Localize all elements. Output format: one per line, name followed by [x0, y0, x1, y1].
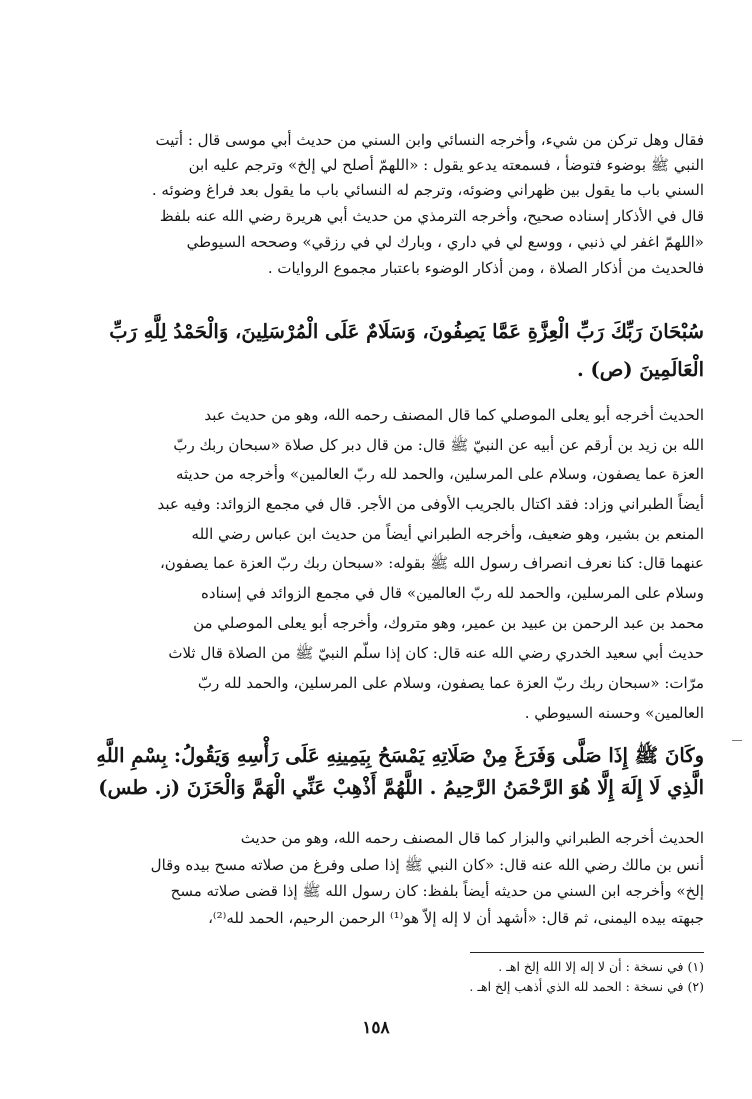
text-line: مرّات: «سبحان ربك ربّ العزة عما يصفون، وسلام على المرسلين، والحمد لله ربّ — [197, 674, 704, 692]
text-line: الحديث أخرجه الطبراني والبزار كما قال المصنف رحمه الله، وهو من حديث — [240, 829, 704, 847]
text-line: المنعم بن بشير، وهو ضعيف، وأخرجه الطبراني أيضاً من حديث ابن عباس رضي الله — [191, 525, 704, 543]
text-line: النبي ﷺ بوضوء فتوضأ ، فسمعته يدعو يقول : «اللهمّ أصلح لي إلخ» وترجم عليه ابن — [188, 156, 704, 174]
hadith-line: سُبْحَانَ رَبِّكَ رَبِّ الْعِزَّةِ عَمَّا يَصِفُونَ، وَسَلَامٌ عَلَى الْمُرْسَلِينَ، وَالْحَمْدُ لِلَّهِ رَبِّ — [109, 320, 704, 343]
text-line: أيضاً الطبراني وزاد: فقد اكتال بالجريب الأوفى من الأجر. قال في مجمع الزوائد: وفيه عبد — [157, 495, 704, 513]
text-line: السني باب ما يقول بين ظهراني وضوئه، وترجم له النسائي باب ما يقول بعد فراغ وضوئه . — [151, 181, 704, 199]
paragraph-1 — [60, 128, 704, 288]
hadith-line: الَّذِي لَا إِلَهَ إِلَّا هُوَ الرَّحْمَنُ الرَّحِيمُ . اللَّهُمَّ أَذْهِبْ عَنِّي الْهَمَّ وَالْحَزَنَ (ز. طس) — [98, 776, 704, 799]
paragraph-2 — [60, 403, 704, 733]
text-line: فقال وهل تركن من شيء، وأخرجه النسائي وابن السني من حديث أبي موسى قال : أتيت — [155, 131, 704, 149]
paragraph-3 — [60, 826, 704, 946]
text-line: الحديث أخرجه أبو يعلى الموصلي كما قال المصنف رحمه الله، وهو من حديث عبد — [204, 406, 704, 424]
text-line: أنس بن مالك رضي الله عنه قال: «كان النبي ﷺ إذا صلى وفرغ من صلاته مسح بيده وقال — [150, 856, 704, 874]
text-line: قال في الأذكار إسناده صحيح، وأخرجه الترمذي من حديث أبي هريرة رضي الله عنه بلفظ — [159, 207, 704, 225]
scan-mark — [732, 740, 742, 749]
text-line: العالمين» وحسنه السيوطي . — [524, 704, 704, 722]
hadith-line: وكَانَ ﷺ إِذَا صَلَّى وَفَرَغَ مِنْ صَلَاتِهِ يَمْسَحُ بِيَمِينِهِ عَلَى رَأْسِهِ وَيَقُولُ: بِسْمِ اللَّهِ — [96, 744, 704, 767]
hadith-text-2 — [60, 740, 704, 812]
text-line: محمد بن عبد الرحمن بن عبيد بن عمير، وهو متروك، وأخرجه أبو يعلى الموصلي من — [193, 614, 704, 632]
footnote: (١) في نسخة : أن لا إله إلا الله إلخ اهـ . — [498, 959, 704, 974]
text-line: العزة عما يصفون، وسلام على المرسلين، والحمد لله ربّ العالمين» وأخرجه من حديثه — [175, 465, 704, 483]
hadith-line: الْعَالَمِينَ (ص) . — [576, 358, 704, 381]
footnote: (٢) في نسخة : الحمد لله الذي أذهب إلخ اهـ . — [469, 979, 704, 994]
text-line: فالحديث من أذكار الصلاة ، ومن أذكار الوضوء باعتبار مجموع الروايات . — [267, 259, 704, 277]
text-line: إلخ» وأخرجه ابن السني من حديثه أيضاً بلفظ: كان رسول الله ﷺ إذا قضى صلاته مسح — [170, 882, 704, 900]
footnotes — [60, 958, 704, 1002]
text-line: عنهما قال: كنا نعرف انصراف رسول الله ﷺ بقوله: «سبحان ربك ربّ العزة عما يصفون، — [159, 554, 704, 572]
text-line: جبهته بيده اليمنى، ثم قال: «أشهد أن لا إله إلاّ هو⁽¹⁾ الرحمن الرحيم، الحمد لله⁽²⁾، — [208, 909, 704, 927]
page-number: ١٥٨ — [362, 1018, 390, 1038]
text-line: حديث أبي سعيد الخدري رضي الله عنه قال: كان إذا سلّم النبيّ ﷺ من الصلاة قال ثلاث — [168, 644, 704, 662]
text-line: وسلام على المرسلين، والحمد لله ربّ العالمين» قال في مجمع الزوائد في إسناده — [201, 584, 704, 602]
footnote-divider — [470, 952, 704, 953]
text-line: «اللهمّ اغفر لي ذنبي ، ووسع لي في داري ، وبارك لي في رزقي» وصححه السيوطي — [186, 233, 704, 251]
text-line: الله بن زيد بن أرقم عن أبيه عن النبيّ ﷺ قال: من قال دبر كل صلاة «سبحان ربك ربّ — [173, 436, 704, 454]
hadith-text-1 — [60, 316, 704, 388]
